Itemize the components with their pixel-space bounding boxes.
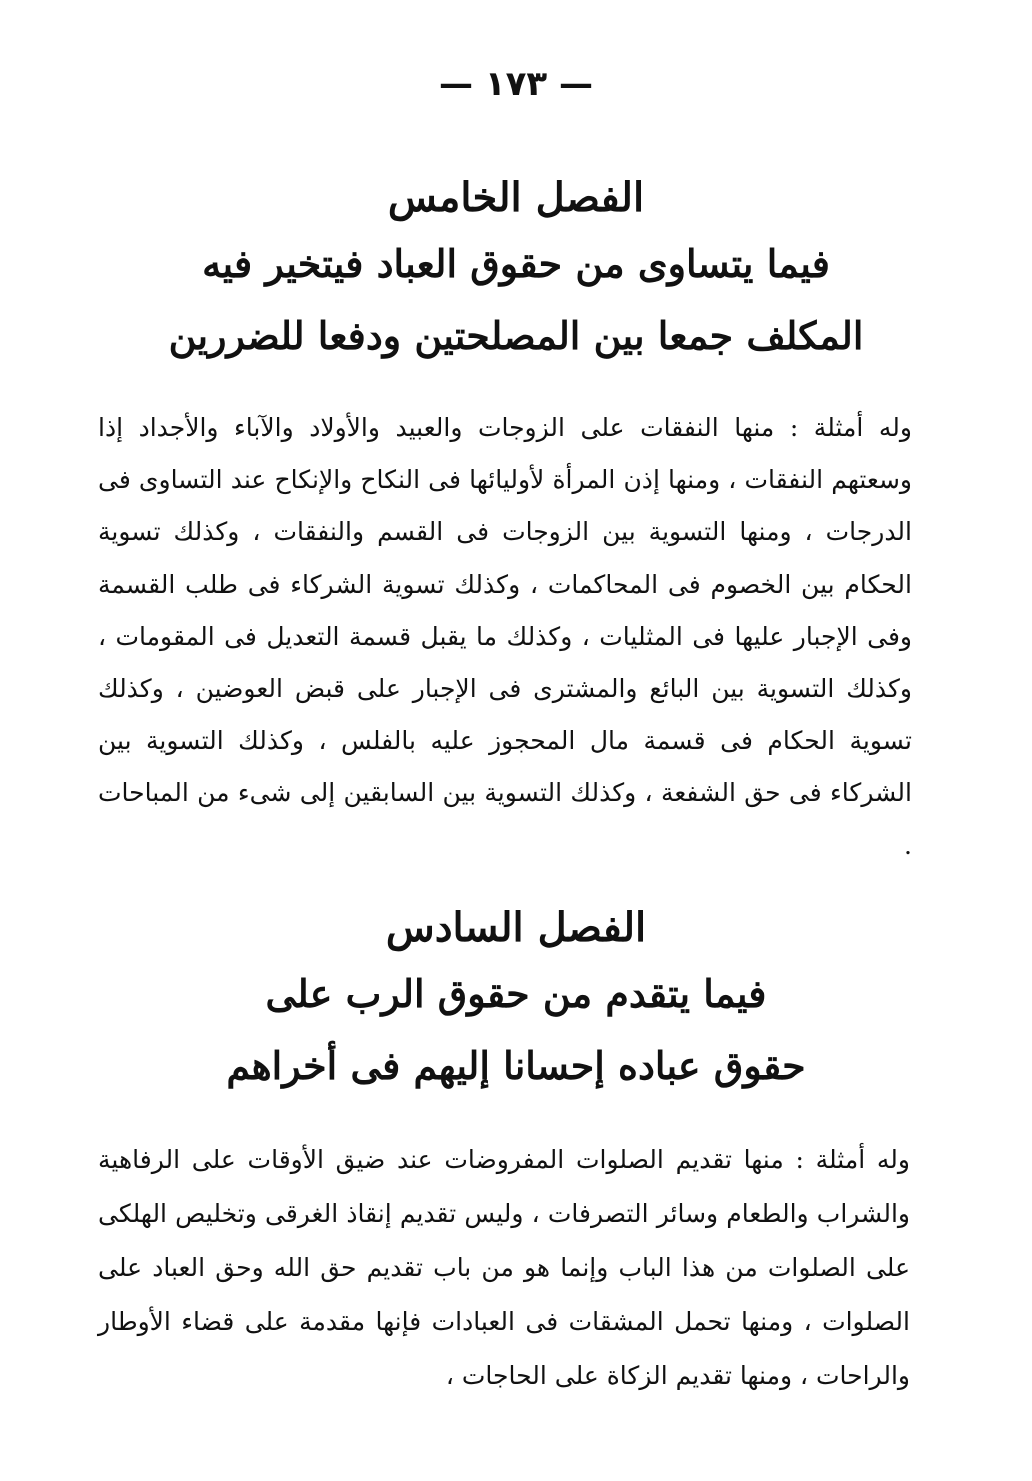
chapter-subtitle-line-1: فيما يتساوى من حقوق العباد فيتخير فيه xyxy=(202,241,830,286)
body-paragraph-5: وله أمثلة : منها النفقات على الزوجات والعبيد والأولاد والآباء والأجداد إذا وسعتهم النفقات ، ومنها إذن المرأة لأوليائها فى النكاح والإنكاح عند التساوى فى الدرجات ، ومنها التسوية بين الزوجات فى القسم والنفقات ، وكذلك تسوية الحكام بين الخصوم فى المحاكمات ، وكذلك تسوية الشركاء فى طلب القسمة وفى الإجبار عليها فى المثليات ، وكذلك ما يقبل قسمة التعديل فى المقومات ، وكذلك التسوية بين البائع والمشترى فى الإجبار على قبض العوضين ، وكذلك تسوية الحكام فى قسمة مال المحجوز عليه بالفلس ، وكذلك التسوية بين الشركاء فى حق الشفعة ، وكذلك التسوية بين السابقين إلى شىء من المباحات . xyxy=(98,413,913,860)
chapter-title: الفصل الخامس xyxy=(387,174,645,221)
chapter-subtitle-line-2: حقوق عباده إحسانا إليهم فى أخراهم xyxy=(226,1043,806,1088)
chapter-heading-6 xyxy=(100,898,932,1102)
chapter-subtitle-line-2: المكلف جمعا بين المصلحتين ودفعا للضررين xyxy=(168,313,864,358)
page-number: — ١٧٣ — xyxy=(439,64,593,104)
chapter-subtitle-line-1: فيما يتقدم من حقوق الرب على xyxy=(265,971,767,1016)
chapter-heading-5 xyxy=(100,168,932,372)
chapter-title: الفصل السادس xyxy=(385,904,647,951)
body-paragraph-6: وله أمثلة : منها تقديم الصلوات المفروضات عند ضيق الأوقات على الرفاهية والشراب والطعام وسائر التصرفات ، وليس تقديم إنقاذ الغرقى وتخليص الهلكى على الصلوات من هذا الباب وإنما هو من باب تقديم حق الله وحق العباد على الصلوات ، ومنها تحمل المشقات فى العبادات فإنها مقدمة على قضاء الأوطار والراحات ، ومنها تقديم الزكاة على الحاجات ، xyxy=(98,1145,910,1390)
